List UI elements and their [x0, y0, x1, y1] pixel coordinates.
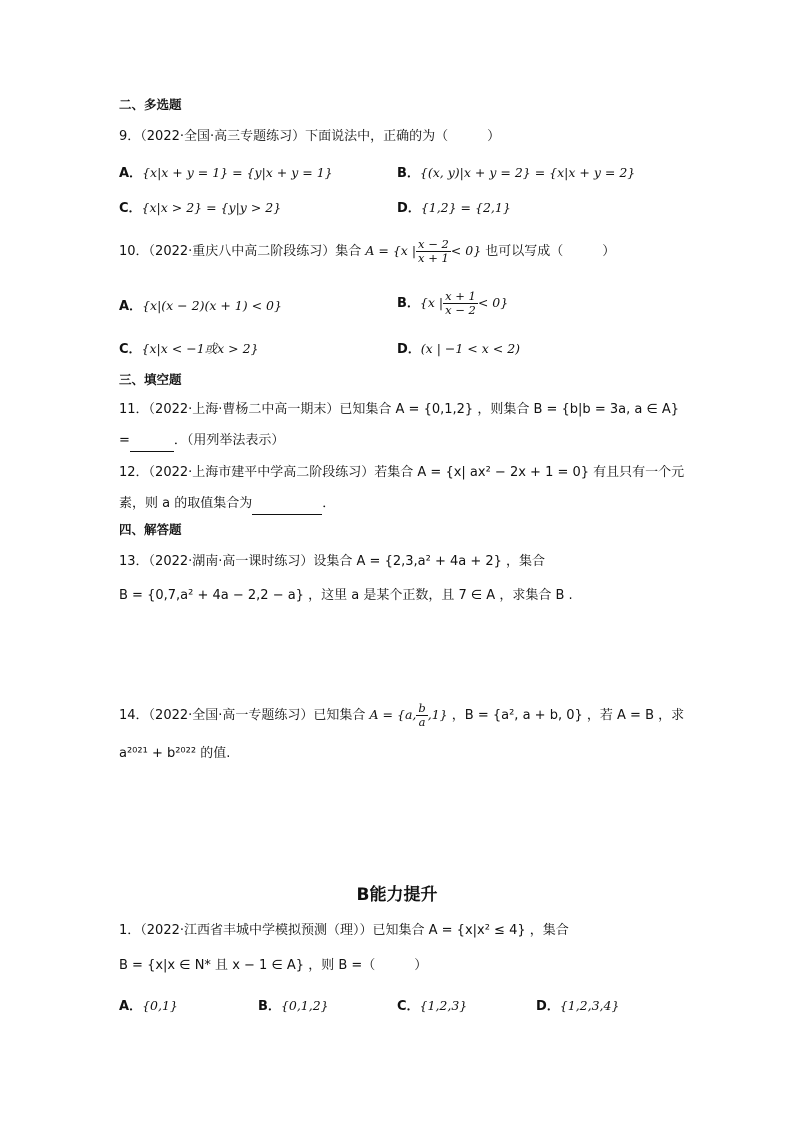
- q9-option-a[interactable]: [119, 163, 333, 184]
- b1-option-b[interactable]: [258, 996, 329, 1017]
- question-13-line2: B = {0,7,a² + 4a − 2,2 − a} ，这里 a 是某个正数，且 7 ∈ A ，求集合 B .: [119, 588, 573, 603]
- option-label: D．: [536, 999, 560, 1014]
- fraction-denominator: x + 1: [418, 251, 449, 265]
- fraction-numerator: x − 2: [418, 237, 449, 251]
- q9-option-c[interactable]: [119, 198, 281, 219]
- question-14-line2: a²⁰²¹ + b²⁰²² 的值.: [119, 746, 231, 761]
- option-text: {x|(x − 2)(x + 1) < 0}: [142, 298, 282, 313]
- fraction-numerator: x + 1: [445, 289, 476, 303]
- option-text: {(x, y)|x + y = 2} = {x|x + y = 2}: [419, 165, 636, 180]
- q12-text: 素，则 a 的取值集合为: [119, 496, 253, 511]
- question-b1-line2: B = {x|x ∈ N* 且 x − 1 ∈ A} ，则 B =（ ）: [119, 958, 428, 973]
- q10-prefix: 10．（2022·重庆八中高二阶段练习）集合: [119, 244, 362, 259]
- option-label: C．: [397, 999, 420, 1014]
- option-text: {1,2,3,4}: [559, 998, 620, 1013]
- option-label: A．: [119, 166, 143, 181]
- option-label: C．: [119, 201, 142, 216]
- q11-equals: =: [119, 433, 130, 448]
- q12-period: ．: [322, 496, 336, 511]
- option-label: D．: [397, 201, 421, 216]
- q10-set-rhs: < 0}: [450, 243, 482, 258]
- q14-set-rhs: ,1}: [427, 707, 448, 722]
- question-b1-line1: 1．（2022·江西省丰城中学模拟预测（理））已知集合 A = {x|x² ≤ 4} ，集合: [119, 923, 569, 938]
- b1-option-d[interactable]: [536, 996, 619, 1017]
- option-label: A．: [119, 999, 143, 1014]
- option-label: B．: [397, 296, 420, 311]
- option-text: {0,1,2}: [280, 998, 329, 1013]
- option-text: (x | −1 < x < 2): [420, 341, 521, 356]
- question-11-line2: [119, 431, 284, 452]
- question-9-stem: 9．（2022·全国·高三专题练习）下面说法中，正确的为（ ）: [119, 129, 501, 144]
- q14-suffix: ，B = {a², a + b, 0} ，若 A = B ，求: [451, 708, 685, 723]
- fraction-denominator: a: [418, 715, 426, 729]
- question-12-line1: 12．（2022·上海市建平中学高二阶段练习）若集合 A = {x| ax² − 2x + 1 = 0} 有且只有一个元: [119, 465, 685, 480]
- question-14-line1: [119, 700, 684, 731]
- q10-option-a[interactable]: [119, 296, 282, 317]
- fraction-numerator: b: [418, 701, 426, 715]
- question-12-line2: [119, 494, 335, 515]
- fraction-denominator: x − 2: [445, 303, 476, 317]
- q10-option-b[interactable]: [397, 288, 508, 319]
- section-heading-problem-solving: 四、解答题: [119, 522, 182, 537]
- option-text: {x|x > 2} = {y|y > 2}: [141, 200, 282, 215]
- q11-answer-blank[interactable]: [130, 431, 174, 452]
- q9-option-d[interactable]: [397, 198, 511, 219]
- b1-option-a[interactable]: [119, 996, 178, 1017]
- q14-prefix: 14．（2022·全国·高一专题练习）已知集合: [119, 708, 366, 723]
- option-label: B．: [397, 166, 420, 181]
- option-label: B．: [258, 999, 281, 1014]
- option-text: {0,1}: [142, 998, 178, 1013]
- q10-option-c[interactable]: [119, 339, 259, 360]
- option-text: {1,2,3}: [419, 998, 468, 1013]
- option-label: C．: [119, 342, 142, 357]
- section-heading-fill-in: 三、填空题: [119, 372, 182, 387]
- question-11-line1: 11．（2022·上海·曹杨二中高一期末）已知集合 A = {0,1,2} ，则集合 B = {b|b = 3a, a ∈ A}: [119, 402, 680, 417]
- q11-instruction: ．（用列举法表示）: [173, 433, 285, 448]
- option-fraction: [443, 290, 478, 317]
- q9-option-b[interactable]: [397, 163, 635, 184]
- section-heading-multiple-choice: 二、多选题: [119, 97, 182, 112]
- q10-option-d[interactable]: [397, 339, 520, 360]
- option-text: {x|x + y = 1} = {y|x + y = 1}: [142, 165, 333, 180]
- q14-fraction: [416, 702, 427, 729]
- question-13-line1: 13．（2022·湖南·高一课时练习）设集合 A = {2,3,a² + 4a + 2} ，集合: [119, 554, 546, 569]
- option-text: {x|x < −1或x > 2}: [141, 341, 259, 356]
- q14-set-lhs: A = {a,: [369, 707, 417, 722]
- option-set-lhs: {x |: [419, 295, 444, 310]
- b1-option-c[interactable]: [397, 996, 467, 1017]
- q10-fraction: [416, 238, 451, 265]
- q10-suffix: 也可以写成（ ）: [485, 244, 616, 259]
- option-set-rhs: < 0}: [477, 295, 509, 310]
- question-10-stem: [119, 236, 615, 267]
- section-heading-ability: B能力提升: [356, 885, 438, 905]
- q12-answer-blank[interactable]: [252, 494, 322, 515]
- option-label: D．: [397, 342, 421, 357]
- option-label: A．: [119, 299, 143, 314]
- q10-set-lhs: A = {x |: [365, 243, 417, 258]
- option-text: {1,2} = {2,1}: [420, 200, 511, 215]
